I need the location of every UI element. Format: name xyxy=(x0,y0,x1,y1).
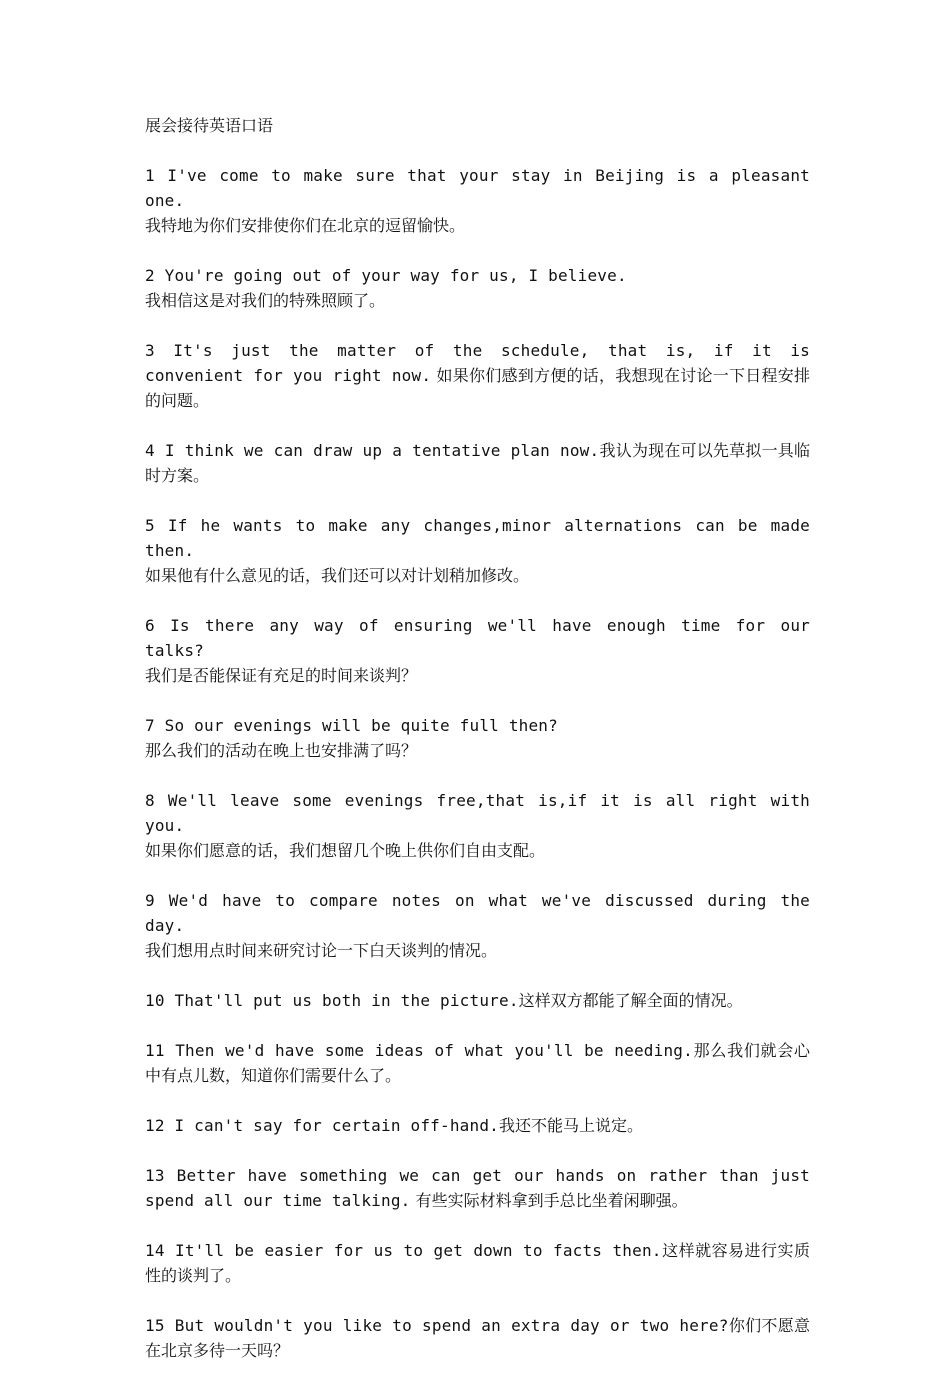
phrase-entry-10 xyxy=(145,988,810,1013)
phrase-entry-8 xyxy=(145,788,810,863)
english-sentence: 15 But wouldn't you like to spend an extra day or two here? xyxy=(145,1316,729,1335)
english-sentence: 7 So our evenings will be quite full then? xyxy=(145,716,558,735)
phrase-entry-6 xyxy=(145,613,810,688)
chinese-translation: 这样双方都能了解全面的情况。 xyxy=(518,991,743,1010)
phrase-entry-5 xyxy=(145,513,810,588)
chinese-translation: 如果他有什么意见的话，我们还可以对计划稍加修改。 xyxy=(145,566,530,585)
chinese-translation: 这样就容易进行实质性的谈判了。 xyxy=(145,1241,810,1285)
phrase-entry-4 xyxy=(145,438,810,488)
english-sentence: 8 We'll leave some evenings free,that is,if it is all right with you. xyxy=(145,791,810,835)
english-sentence: 1 I've come to make sure that your stay in Beijing is a pleasant one. xyxy=(145,166,810,210)
page-title: 展会接待英语口语 xyxy=(145,116,274,135)
chinese-translation: 有些实际材料拿到手总比坐着闲聊强。 xyxy=(415,1191,688,1210)
phrase-entry-14 xyxy=(145,1238,810,1288)
chinese-translation: 如果你们感到方便的话，我想现在讨论一下日程安排的问题。 xyxy=(145,366,810,410)
phrase-entry-3 xyxy=(145,338,810,413)
chinese-translation: 我们想用点时间来研究讨论一下白天谈判的情况。 xyxy=(145,941,498,960)
phrase-entry-11 xyxy=(145,1038,810,1088)
english-sentence: 10 That'll put us both in the picture. xyxy=(145,991,519,1010)
phrase-entry-12 xyxy=(145,1113,810,1138)
english-sentence: 12 I can't say for certain off-hand. xyxy=(145,1116,499,1135)
chinese-translation: 我相信这是对我们的特殊照顾了。 xyxy=(145,291,386,310)
phrase-entry-13 xyxy=(145,1163,810,1213)
chinese-translation: 如果你们愿意的话，我们想留几个晚上供你们自由支配。 xyxy=(145,841,546,860)
chinese-translation: 我特地为你们安排使你们在北京的逗留愉快。 xyxy=(145,216,466,235)
chinese-translation: 你们不愿意在北京多待一天吗？ xyxy=(145,1316,810,1360)
english-sentence: 14 It'll be easier for us to get down to facts then. xyxy=(145,1241,662,1260)
english-sentence: 4 I think we can draw up a tentative plan now. xyxy=(145,441,600,460)
english-sentence: 9 We'd have to compare notes on what we've discussed during the day. xyxy=(145,891,810,935)
chinese-translation: 那么我们的活动在晚上也安排满了吗？ xyxy=(145,741,418,760)
phrase-entry-7 xyxy=(145,713,810,763)
english-sentence: 13 Better have something we can get our hands on rather than just spend all our time talking. xyxy=(145,1166,810,1210)
chinese-translation: 我还不能马上说定。 xyxy=(498,1116,643,1135)
phrase-entry-2 xyxy=(145,263,810,313)
chinese-translation: 那么我们就会心中有点儿数，知道你们需要什么了。 xyxy=(145,1041,810,1085)
chinese-translation: 我们是否能保证有充足的时间来谈判？ xyxy=(145,666,418,685)
english-sentence: 5 If he wants to make any changes,minor alternations can be made then. xyxy=(145,516,810,560)
document-page xyxy=(145,113,810,1388)
english-sentence: 11 Then we'd have some ideas of what you'll be needing. xyxy=(145,1041,693,1060)
english-sentence: 2 You're going out of your way for us, I believe. xyxy=(145,266,627,285)
phrase-entry-9 xyxy=(145,888,810,963)
english-sentence: 6 Is there any way of ensuring we'll have enough time for our talks? xyxy=(145,616,810,660)
chinese-translation: 我认为现在可以先草拟一具临时方案。 xyxy=(145,441,810,485)
phrase-entry-15 xyxy=(145,1313,810,1363)
english-sentence: 3 It's just the matter of the schedule, that is, if it is convenient for you right now. xyxy=(145,341,810,385)
phrase-entry-1 xyxy=(145,163,810,238)
